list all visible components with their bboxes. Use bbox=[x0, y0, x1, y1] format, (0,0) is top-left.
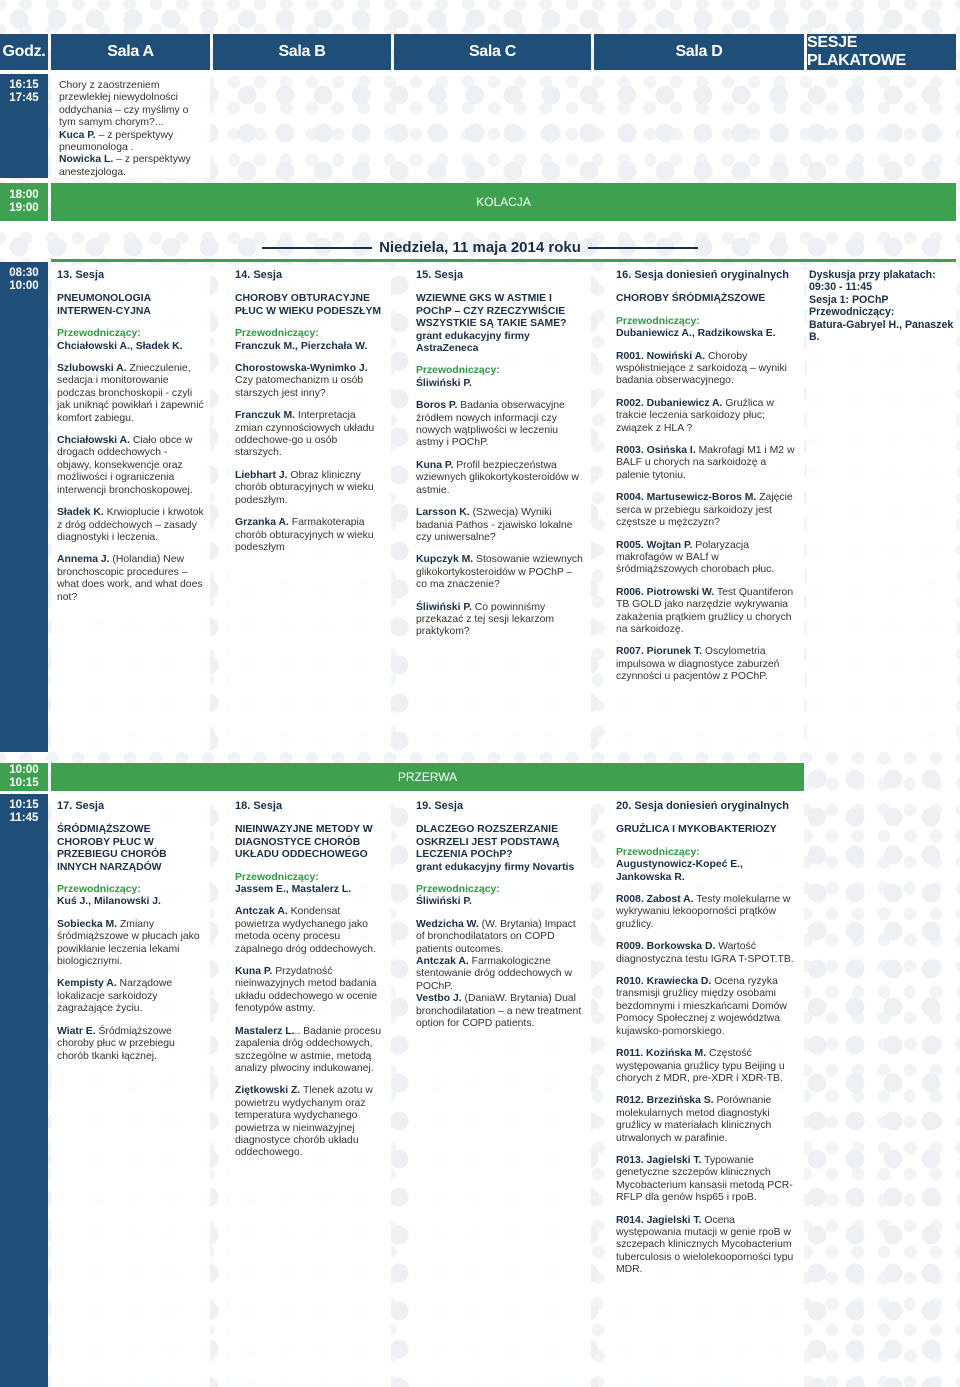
time-cell-block1 bbox=[0, 74, 48, 178]
chair-label: Przewodniczący: bbox=[57, 328, 141, 340]
talk-title: Stosowanie wziewnych glikokortykosteroidów w POChP – co ma znaczenie? bbox=[416, 554, 583, 591]
abstract-title: Ocena ryzyka transmisji gruźlicy między osobami bezdomnymi i mieszkańcami Domów Pomocy Społecznej z województwa kujawsko-pomorskiego. bbox=[616, 976, 787, 1037]
block1-sala-a bbox=[51, 74, 210, 178]
session-title: CHOROBY ŚRÓDMIĄŻSZOWE bbox=[616, 293, 766, 305]
abstract-title: Choroby współistniejące z sarkoidozą – wyniki badania obserwacyjnego. bbox=[616, 350, 787, 387]
speaker-name: Wiatr E. bbox=[57, 1025, 96, 1037]
abstract bbox=[616, 351, 798, 388]
talk-title: Krwioplucie i krwotok z dróg oddechowych – zasady diagnostyki i leczenia. bbox=[57, 507, 204, 543]
chairs: Jassem E., Mastalerz L. bbox=[235, 884, 352, 896]
chairs: Kuś J., Milanowski J. bbox=[57, 896, 161, 908]
abstract-author: R010. Krawiecka D. bbox=[616, 976, 712, 988]
session-number: 20. Sesja doniesień oryginalnych bbox=[616, 800, 790, 812]
separator bbox=[51, 259, 956, 262]
chair-label: Przewodniczący: bbox=[416, 365, 500, 377]
abstract-author: R012. Brzezińska S. bbox=[616, 1095, 714, 1107]
abstract-author: R002. Dubaniewicz A. bbox=[616, 397, 723, 409]
speaker-name: Antczak A. bbox=[416, 956, 469, 968]
talk bbox=[416, 993, 585, 1030]
talk bbox=[235, 1026, 385, 1076]
talk-title: .. Badanie procesu zapalenia dróg oddechowych, szczególne w astmie, metodą analizy plwociny indukowanej. bbox=[235, 1025, 382, 1074]
time-cell-block2 bbox=[0, 262, 48, 752]
abstract-title: Częstość występowania gruźlicy typu Beijing u chorych z MDR, pre-XDR i XDR-TB. bbox=[616, 1048, 785, 1084]
speaker-name: Kempisty A. bbox=[57, 978, 117, 990]
abstract bbox=[616, 941, 798, 966]
abstract-author: R013. Jagielski T. bbox=[616, 1154, 702, 1166]
speaker-name: Mastalerz L. bbox=[235, 1025, 295, 1037]
session-title: ŚRÓDMIĄŻSZOWE CHOROBY PŁUC W PRZEBIEGU CHORÓB INNYCH NARZĄDÓW bbox=[57, 824, 167, 873]
abstract-title: Testy molekularne w wykrywaniu lekooporności prątków gruźlicy. bbox=[616, 894, 791, 930]
speaker-name: Grzanka A. bbox=[235, 517, 289, 529]
session-number: 13. Sesja bbox=[57, 269, 105, 281]
talk-title: Interpretacja zmian czynnościowych układu oddechowe-go u osób starszych. bbox=[235, 410, 375, 459]
chairs: Batura-Gabryel H., Panaszek B. bbox=[809, 318, 954, 344]
time-start: 10:15 bbox=[9, 799, 39, 811]
chair-label: Przewodniczący: bbox=[616, 846, 700, 858]
chair-label: Przewodniczący: bbox=[616, 315, 700, 327]
session-number: 18. Sesja bbox=[235, 800, 283, 812]
abstract bbox=[616, 646, 798, 683]
session-18 bbox=[229, 796, 391, 1387]
talk bbox=[57, 978, 204, 1015]
talk-title: Profil bezpieczeństwa wziewnych glikokortykosteroidów w astmie. bbox=[416, 459, 579, 496]
talk-title: Tlenek azotu w powietrzu wydychanym oraz temperatura wydychanego powietrza w nieinwazyjnej diagnostyce chorób układu oddechowego. bbox=[235, 1085, 373, 1159]
talk-title: – z perspektywy pneumonologa . bbox=[59, 129, 174, 154]
abstract-title: Typowanie genetyczne szczepów klinicznych Mycobacterium kansasii metodą PCR-RFLP dla genów hsp65 i rpoB. bbox=[616, 1154, 793, 1204]
session-number: 19. Sesja bbox=[416, 800, 464, 812]
talk bbox=[235, 410, 385, 460]
session-14 bbox=[229, 265, 391, 752]
abstract bbox=[616, 1155, 798, 1205]
abstract-author: R011. Kozińska M. bbox=[616, 1048, 707, 1060]
abstract-author: R001. Nowiński A. bbox=[616, 350, 706, 362]
speaker-name: Wedzicha W. bbox=[416, 918, 479, 930]
talk-title: Kondensat powietrza wydychanego jako metoda oceny procesu zapalnego dróg oddechowych. bbox=[235, 906, 376, 955]
time-start: 16:15 bbox=[9, 79, 39, 91]
speaker-name: Śliwiński P. bbox=[416, 601, 472, 613]
time-cell-break bbox=[0, 763, 48, 791]
time-start: 10:00 bbox=[9, 764, 39, 776]
header-time: Godz. bbox=[0, 34, 48, 70]
time-cell-block3 bbox=[0, 794, 48, 1387]
talk-title: Co powinniśmy przekazać z tej sesji lekarzom praktykom? bbox=[416, 601, 555, 638]
talk-title: Znieczulenie, sedacja i monitorowanie podczas bronchoskopii - czyli jak uniknąć powikłań i zapewnić komfort zabiegu. bbox=[57, 363, 204, 424]
speaker-name: Vestbo J. bbox=[416, 993, 462, 1005]
abstract bbox=[616, 1095, 798, 1145]
chairs: Śliwiński P. bbox=[416, 896, 472, 908]
talk-title: Chory z zaostrzeniem przewlekłej niewydolności oddychania – czy myślimy o tym samym chorym?... bbox=[59, 80, 189, 129]
talk-title: Farmakoterapia chorób obturacyjnych w wieku podeszłym bbox=[235, 517, 374, 553]
talk bbox=[416, 919, 585, 956]
talk-title: Śródmiąższowe choroby płuc w przebiegu chorób tkanki łącznej. bbox=[57, 1025, 175, 1062]
abstract bbox=[616, 587, 798, 637]
speaker-name: Szlubowski A. bbox=[57, 363, 127, 375]
speaker-name: Antczak A. bbox=[235, 906, 288, 918]
divider-right bbox=[588, 247, 698, 249]
session-16 bbox=[610, 265, 804, 752]
talk bbox=[235, 1085, 385, 1159]
abstract bbox=[616, 894, 798, 931]
abstract-title: Gruźlica w trakcie leczenia sarkoidozy płuc; związek z HLA ? bbox=[616, 397, 774, 434]
talk-title: Czy patomechanizm u osób starszych jest inny? bbox=[235, 375, 364, 399]
time-end: 17:45 bbox=[9, 92, 39, 104]
talk bbox=[235, 966, 385, 1016]
speaker-name: Annema J. bbox=[57, 554, 110, 566]
talk bbox=[416, 460, 585, 497]
talk bbox=[57, 435, 204, 497]
time-end: 11:45 bbox=[9, 812, 39, 824]
abstract bbox=[616, 492, 798, 529]
talk bbox=[416, 602, 585, 639]
time-end: 19:00 bbox=[9, 202, 39, 214]
speaker-name: Kuca P. bbox=[59, 129, 96, 141]
poster-time: 09:30 - 11:45 bbox=[809, 281, 873, 294]
poster-session-name: Sesja 1: POChP bbox=[809, 293, 889, 306]
talk bbox=[235, 906, 385, 956]
speaker-name: Boros P. bbox=[416, 400, 458, 412]
time-end: 10:15 bbox=[9, 777, 39, 789]
abstract bbox=[616, 445, 798, 482]
talk bbox=[416, 400, 585, 450]
talk-title: Zmiany śródmiąższowe w płucach jako powikłanie leczenia lekami biologicznymi. bbox=[57, 918, 200, 968]
break-bar: PRZERWA bbox=[51, 763, 804, 791]
abstract-author: R008. Zabost A. bbox=[616, 894, 694, 906]
speaker-name: Larsson K. bbox=[416, 507, 470, 519]
chairs: Franczuk M., Pierzchała W. bbox=[235, 340, 368, 352]
talk bbox=[57, 1026, 204, 1063]
talk-title: Przydatność nieinwazyjnych metod badania układu oddechowego w ocenie fenotypów astmy. bbox=[235, 966, 378, 1015]
talk bbox=[235, 517, 385, 554]
talk-title: Badania obserwacyjne źródłem nowych informacji czy nowych wątpliwości w leczeniu astmy i POChP. bbox=[416, 400, 565, 449]
speaker-name: Chorostowska-Wynimko J. bbox=[235, 363, 368, 375]
time-cell-dinner bbox=[0, 183, 48, 221]
session-20 bbox=[610, 796, 804, 1387]
talk bbox=[57, 507, 204, 544]
talk-title: (Szwecja) Wyniki badania Pathos - zjawisko lokalne czy uniwersalne? bbox=[416, 507, 573, 543]
poster-session bbox=[807, 265, 956, 752]
session-title: DLACZEGO ROZSZERZANIE OSKRZELI JEST PODSTAWĄ LECZENIA POChP? bbox=[416, 824, 560, 861]
divider-left bbox=[262, 247, 372, 249]
talk bbox=[416, 956, 585, 993]
session-13 bbox=[51, 265, 210, 752]
session-number: 14. Sesja bbox=[235, 269, 283, 281]
abstract-author: R004. Martusewicz-Boros M. bbox=[616, 492, 757, 504]
header-posters: SESJE PLAKATOWE bbox=[807, 34, 956, 70]
chairs: Chciałowski A., Sładek K. bbox=[57, 340, 183, 352]
header-sala-d: Sala D bbox=[594, 34, 804, 70]
sponsor: grant edukacyjny firmy AstraZeneca bbox=[416, 330, 530, 355]
abstract-author: R007. Piorunek T. bbox=[616, 646, 703, 658]
talk-title: Obraz kliniczny chorób obturacyjnych w wieku podeszłym. bbox=[235, 469, 374, 506]
chair-label: Przewodniczący: bbox=[235, 871, 319, 883]
talk-title: (DaniaW. Brytania) Dual bronchodilatation – a new treatment option for COPD patients. bbox=[416, 993, 582, 1030]
session-title: WZIEWNE GKS W ASTMIE I POChP – CZY RZECZYWIŚCIE WSZYSTKIE SĄ TAKIE SAME? bbox=[416, 293, 567, 330]
session-number: 15. Sesja bbox=[416, 269, 464, 281]
abstract-author: R005. Wojtan P. bbox=[616, 539, 693, 551]
chair-label: Przewodniczący: bbox=[57, 884, 141, 896]
session-title: GRUŹLICA I MYKOBAKTERIOZY bbox=[616, 824, 777, 836]
abstract-title: Test Quantiferon TB GOLD jako narzędzie wykrywania zakażenia prątkiem gruźlicy u chorych na sarkoidozę. bbox=[616, 586, 794, 635]
speaker-name: Ziętkowski Z. bbox=[235, 1085, 301, 1097]
session-title: NIEINWAZYJNE METODY W DIAGNOSTYCE CHORÓB UKŁADU ODDECHOWEGO bbox=[235, 824, 373, 861]
abstract-author: R003. Osińska I. bbox=[616, 445, 696, 457]
chairs: Augustynowicz-Kopeć E., Jankowska R. bbox=[616, 859, 744, 883]
speaker-name: Kuna P. bbox=[416, 459, 454, 471]
talk-title: (Holandia) New bronchoscopic procedures – what does work, and what does not? bbox=[57, 554, 203, 603]
speaker-name: Franczuk M. bbox=[235, 410, 296, 422]
abstract-title: Ocena występowania mutacji w genie rpoB w szczepach klinicznych Mycobacterium tuberculosis o wielolekooporności typu MDR. bbox=[616, 1214, 794, 1276]
session-15 bbox=[410, 265, 591, 752]
speaker-name: Liebhart J. bbox=[235, 469, 288, 481]
day-heading: Niedziela, 11 maja 2014 roku bbox=[379, 239, 581, 256]
time-start: 08:30 bbox=[9, 267, 39, 279]
talk-title: Farmakologiczne stentowanie dróg oddechowych w POChP. bbox=[416, 956, 572, 992]
talk-title: – z perspektywy anestezjologa. bbox=[59, 154, 191, 178]
talk-title: Narządowe lokalizacje sarkoidozy zagrażające życiu. bbox=[57, 978, 173, 1015]
speaker-name: Sładek K. bbox=[57, 507, 104, 519]
abstract bbox=[616, 976, 798, 1038]
speaker-name: Chciałowski A. bbox=[57, 435, 130, 447]
chair-label: Przewodniczący: bbox=[416, 884, 500, 896]
talk bbox=[416, 507, 585, 544]
speaker-name: Nowicka L. bbox=[59, 154, 114, 166]
speaker-name: Kuna P. bbox=[235, 966, 273, 978]
talk bbox=[416, 554, 585, 591]
chairs: Śliwiński P. bbox=[416, 377, 472, 389]
abstract-title: Zajęcie serca w przebiegu sarkoidozy jest częstsze u mężczyzn? bbox=[616, 492, 793, 529]
dinner-bar: KOLACJA bbox=[51, 183, 956, 221]
session-number: 16. Sesja doniesień oryginalnych bbox=[616, 269, 790, 281]
speaker-name: Kupczyk M. bbox=[416, 554, 474, 566]
abstract-title: Polaryzacja makrofagów w BALf w śródmiąższowych chorobach płuc. bbox=[616, 539, 775, 576]
talk bbox=[235, 470, 385, 507]
abstract-title: Wartość diagnostyczna testu IGRA T-SPOT.TB. bbox=[616, 941, 794, 965]
talk bbox=[57, 919, 204, 969]
abstract-author: R009. Borkowska D. bbox=[616, 941, 716, 953]
talk bbox=[57, 554, 204, 604]
session-17 bbox=[51, 796, 210, 1387]
speaker-name: Sobiecka M. bbox=[57, 918, 118, 930]
abstract-title: Makrofagi M1 i M2 w BALF u chorych na sarkoidozę a palenie tytoniu. bbox=[616, 445, 795, 481]
talk-title: (W. Brytania) Impact of bronchodilatators on COPD patients outcomes. bbox=[416, 918, 576, 955]
chairs: Dubaniewicz A., Radzikowska E. bbox=[616, 328, 776, 340]
header-sala-c: Sala C bbox=[394, 34, 591, 70]
talk-title: Ciało obce w drogach oddechowych - objawy, konsekwencje oraz możliwości i ograniczenia interwencji bronchoskopowej. bbox=[57, 435, 193, 496]
abstract bbox=[616, 1215, 798, 1277]
chair-label: Przewodniczący: bbox=[235, 328, 319, 340]
talk bbox=[57, 363, 204, 425]
header-sala-a: Sala A bbox=[51, 34, 210, 70]
sponsor: grant edukacyjny firmy Novartis bbox=[416, 861, 575, 873]
time-end: 10:00 bbox=[9, 280, 39, 292]
poster-heading: Dyskusja przy plakatach: bbox=[809, 269, 936, 281]
abstract-title: Oscylometria impulsowa w diagnostyce zaburzeń czynności u pacjentów z POChP. bbox=[616, 646, 780, 683]
header-sala-b: Sala B bbox=[213, 34, 391, 70]
session-19 bbox=[410, 796, 591, 1387]
talk bbox=[235, 363, 385, 400]
chair-label: Przewodniczący: bbox=[809, 306, 895, 319]
abstract bbox=[616, 398, 798, 435]
abstract bbox=[616, 1048, 798, 1085]
session-number: 17. Sesja bbox=[57, 800, 105, 812]
time-start: 18:00 bbox=[9, 189, 39, 201]
abstract-title: Porównanie molekularnych metod diagnostyki gruźlicy w materiałach klinicznych utrwalonych w parafinie. bbox=[616, 1095, 772, 1144]
abstract-author: R014. Jagielski T. bbox=[616, 1214, 702, 1226]
session-title: CHOROBY OBTURACYJNE PŁUC W WIEKU PODESZŁYM bbox=[235, 293, 382, 317]
abstract-author: R006. Piotrowski W. bbox=[616, 586, 715, 598]
session-title: PNEUMONOLOGIA INTERWEN-CYJNA bbox=[57, 293, 151, 317]
abstract bbox=[616, 540, 798, 577]
